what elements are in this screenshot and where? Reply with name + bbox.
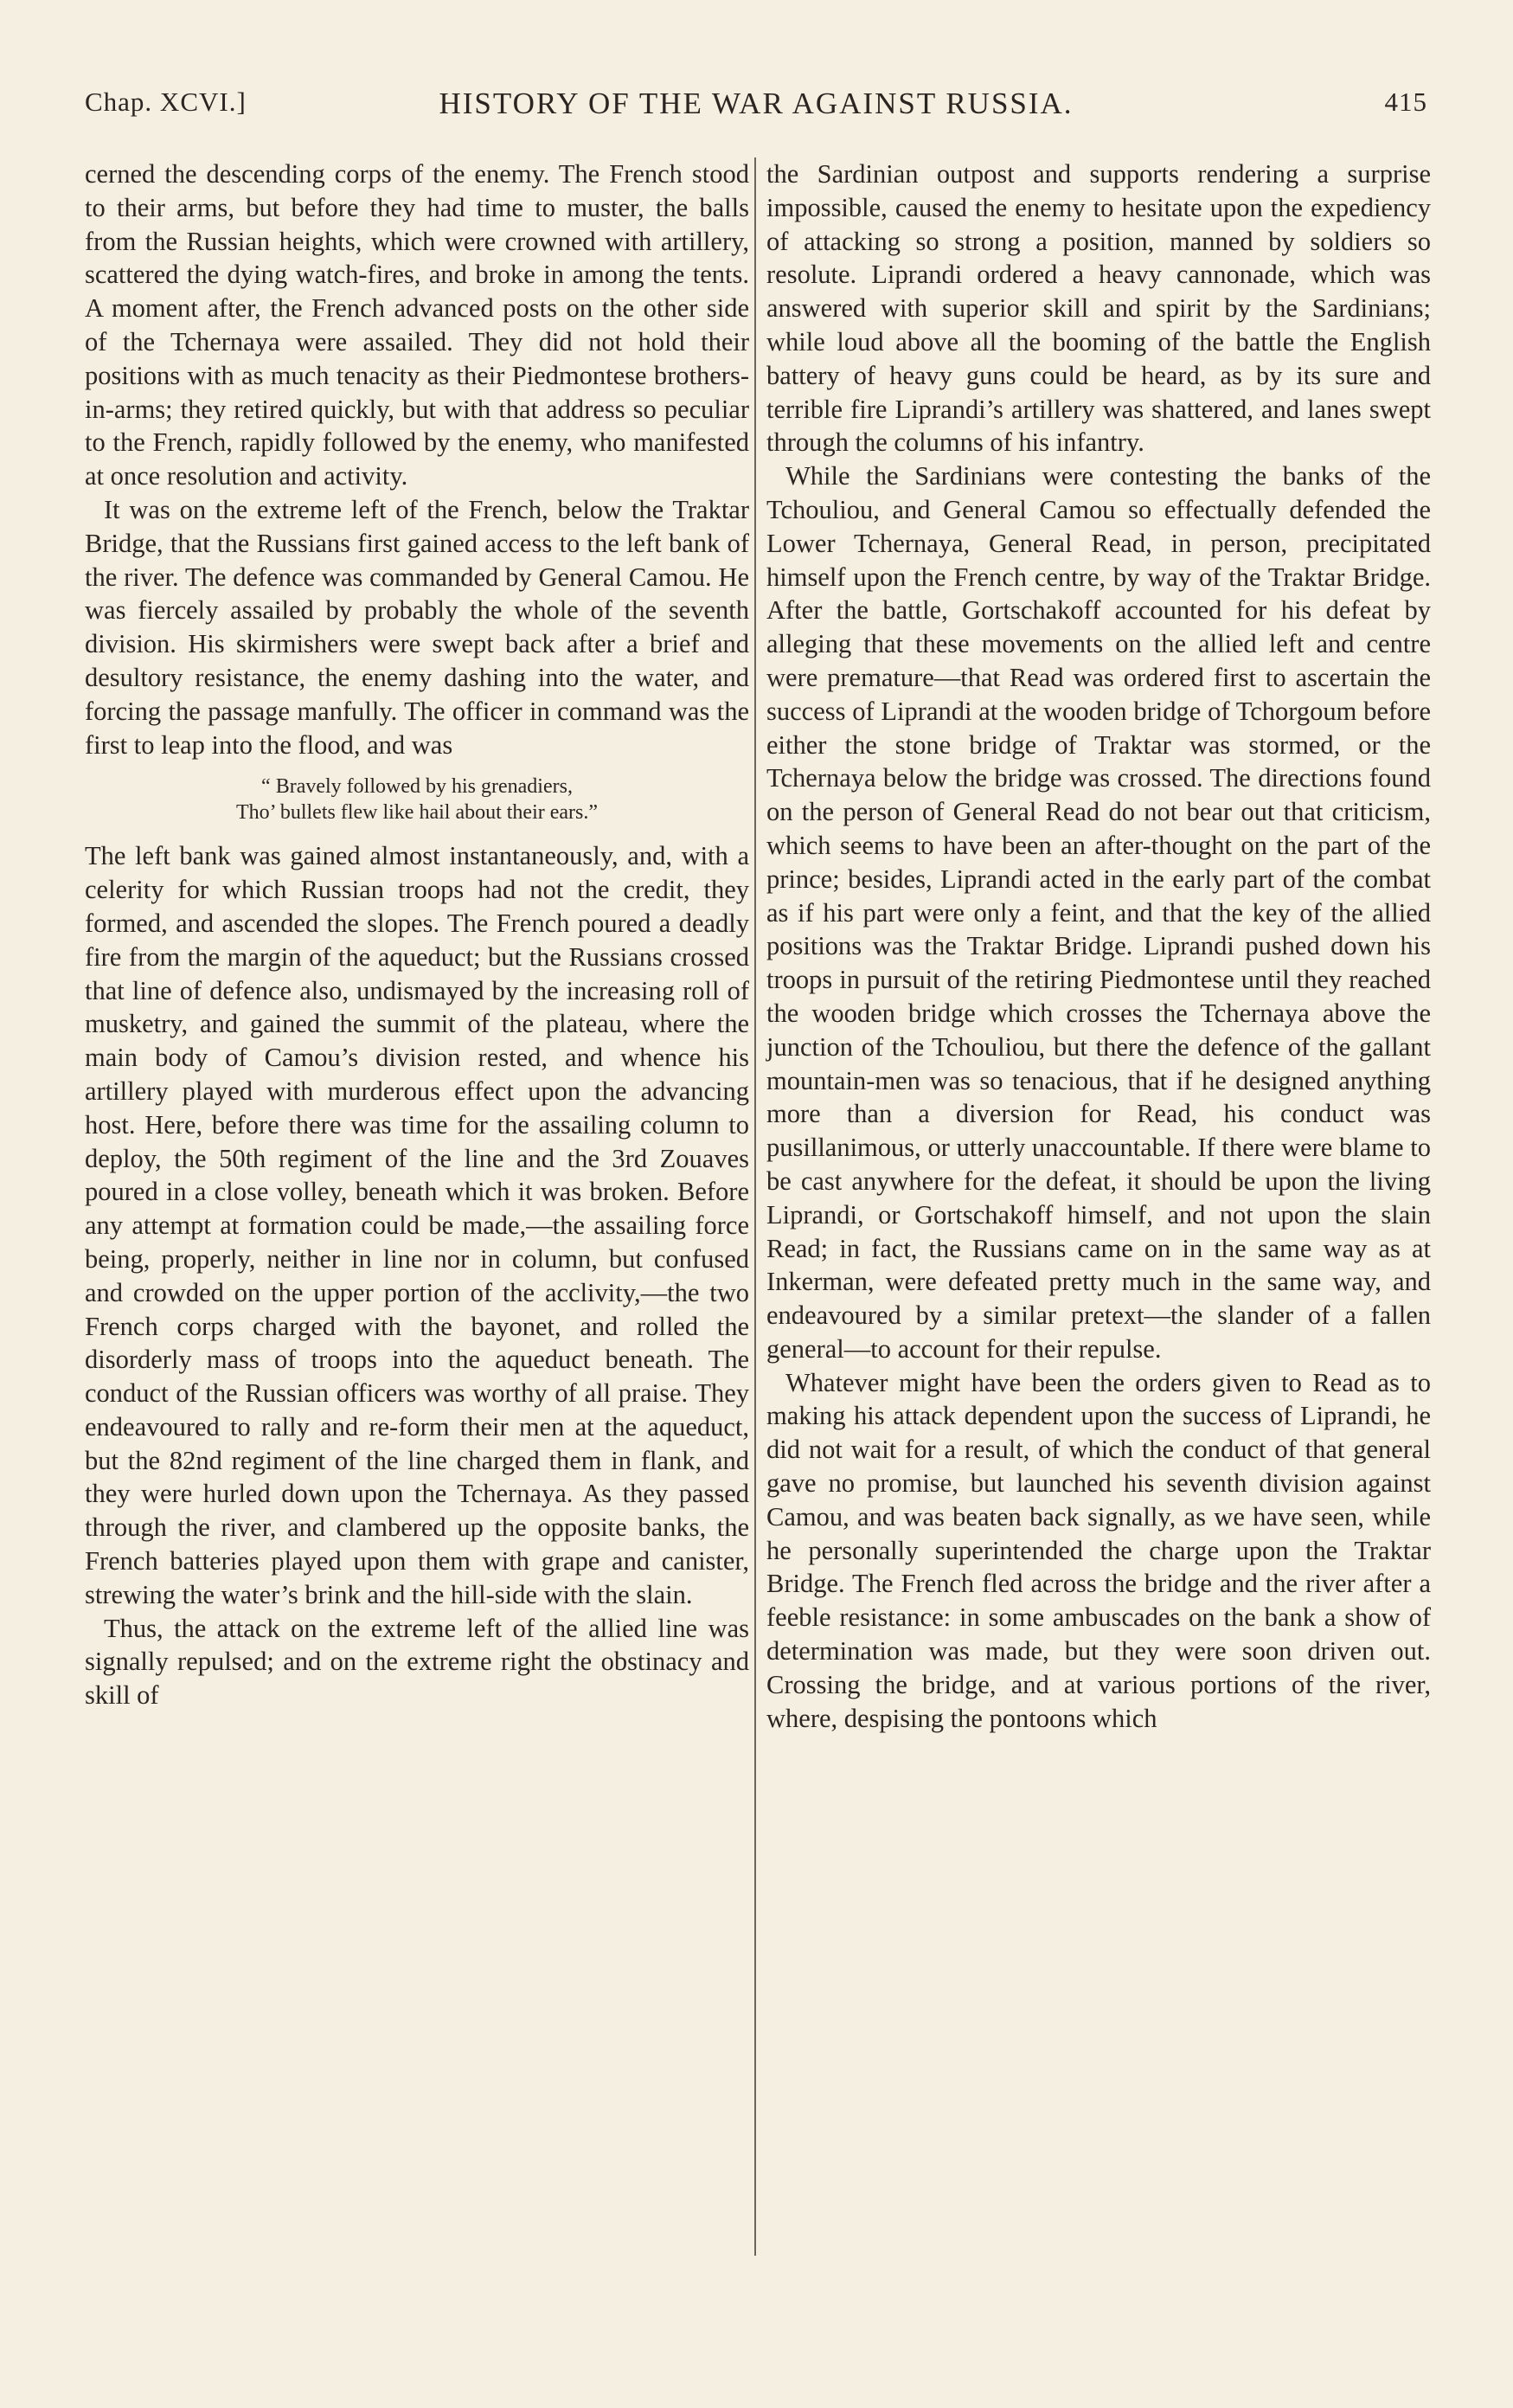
- paragraph: Whatever might have been the orders given to Read as to making his attack dependent upon the success of Liprandi, he did not wait for a result, of which the conduct of that general gave no promise, but launched his seventh division against Camou, and was beaten back signally, as we have seen, while he personally superintended the charge upon the Traktar Bridge. The French fled across the bridge and the river after a feeble resistance: in some ambuscades on the bank a show of determination was made, but they were soon driven out. Crossing the bridge, and at various portions of the river, where, despising the pontoons which: [766, 1367, 1431, 1733]
- verse-quotation: [85, 774, 749, 825]
- chapter-label: Chap. XCVI.]: [85, 87, 247, 117]
- verse-line: “ Bravely followed by his grenadiers,: [261, 775, 573, 799]
- paragraph: It was on the extreme left of the French, below the Traktar Bridge, that the Russians first gained access to the left bank of the river. The defence was commanded by General Camou. He was fiercely assailed by probably the whole of the seventh division. His skirmishers were swept back after a brief and desultory resistance, the enemy dashing into the water, and forcing the passage manfully. The officer in command was the first to leap into the flood, and was: [85, 494, 749, 760]
- paragraph: While the Sardinians were contesting the banks of the Tchouliou, and General Camou so effectually defended the Lower Tchernaya, General Read, in person, precipitated himself upon the French centre, by way of the Traktar Bridge. After the battle, Gortschakoff accounted for his defeat by alleging that these movements on the allied left and centre were premature—that Read was ordered first to ascertain the success of Liprandi at the wooden bridge of Tchorgoum before either the stone bridge of Traktar was stormed, or the Tchernaya below the bridge was crossed. The directions found on the person of General Read do not bear out that criticism, which seems to have been an after-thought on the part of the prince; besides, Liprandi acted in the early part of the combat as if his part were only a feint, and that the key of the allied positions was the Traktar Bridge. Liprandi pushed down his troops in pursuit of the retiring Piedmontese until they reached the wooden bridge which crosses the Tchernaya above the junction of the Tchouliou, but there the defence of the gallant mountain-men was so tenacious, that if he designed anything more than a diversion for Read, his conduct was pusillanimous, or utterly unaccountable. If there were blame to be cast anywhere for the defeat, it should be upon the living Liprandi, or Gortschakoff himself, and not upon the slain Read; in fact, the Russians came on in the same way as at Inkerman, were defeated pretty much in the same way, and endeavoured by a similar pretext—the slander of a fallen general—to account for their repulse.: [766, 461, 1431, 1364]
- paragraph: the Sardinian outpost and supports rendering a surprise impossible, caused the enemy to hesitate upon the expediency of attacking so strong a position, manned by soldiers so resolute. Liprandi ordered a heavy cannonade, which was answered with superior skill and spirit by the Sardinians; while loud above all the booming of the battle the English battery of heavy guns could be heard, as by its sure and terrible fire Liprandi’s artillery was shattered, and lanes swept through the columns of his infantry.: [766, 159, 1431, 458]
- column-divider: [754, 157, 756, 2256]
- running-header: [85, 87, 1427, 130]
- running-title: HISTORY OF THE WAR AGAINST RUSSIA.: [439, 87, 1074, 120]
- right-column: [766, 157, 1431, 1735]
- page-number: 415: [1384, 87, 1427, 117]
- verse-line: Tho’ bullets flew like hail about their ears.”: [235, 801, 599, 825]
- paragraph: cerned the descending corps of the enemy. The French stood to their arms, but before they had time to muster, the balls from the Russian heights, which were crowned with artillery, scattered the dying watch-fires, and broke in among the tents. A moment after, the French advanced posts on the other side of the Tchernaya were assailed. They did not hold their positions with as much tenacity as their Piedmontese brothers-in-arms; they retired quickly, but with that address so peculiar to the French, rapidly followed by the enemy, who manifested at once resolution and activity.: [85, 159, 749, 491]
- paragraph: Thus, the attack on the extreme left of the allied line was signally repulsed; and on the extreme right the obstinacy and skill of: [85, 1613, 749, 1711]
- left-column: [85, 157, 749, 1712]
- paragraph: The left bank was gained almost instantaneously, and, with a celerity for which Russian troops had not the credit, they formed, and ascended the slopes. The French poured a deadly fire from the margin of the aqueduct; but the Russians crossed that line of defence also, undismayed by the increasing roll of musketry, and gained the summit of the plateau, where the main body of Camou’s division rested, and whence his artillery played with murderous effect upon the advancing host. Here, before there was time for the assailing column to deploy, the 50th regiment of the line and the 3rd Zouaves poured in a close volley, beneath which it was broken. Before any attempt at formation could be made,—the assailing force being, properly, neither in line nor in column, but confused and crowded on the upper portion of the acclivity,—the two French corps charged with the bayonet, and rolled the disorderly mass of troops into the aqueduct beneath. The conduct of the Russian officers was worthy of all praise. They endeavoured to rally and re-form their men at the aqueduct, but the 82nd regiment of the line charged them in flank, and they were hurled down upon the Tchernaya. As they passed through the river, and clambered up the opposite banks, the French batteries played upon them with grape and canister, strewing the water’s brink and the hill-side with the slain.: [85, 841, 749, 1609]
